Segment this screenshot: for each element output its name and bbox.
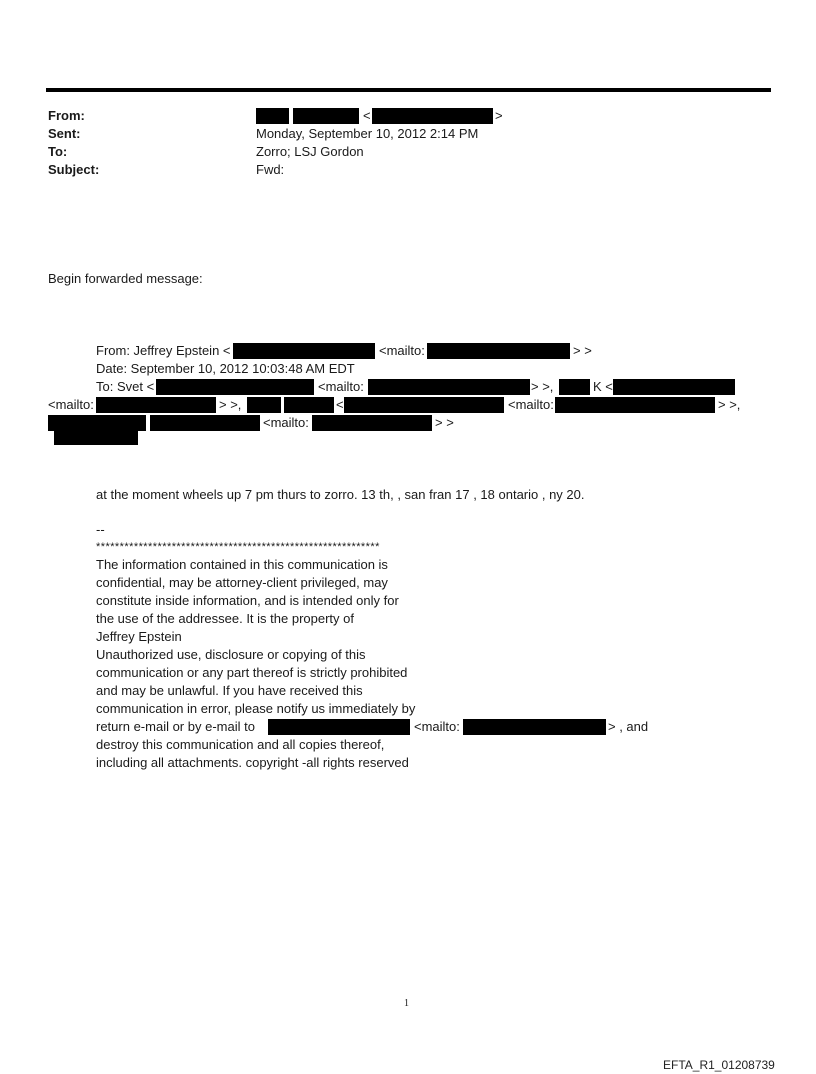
- fwd-date: Date: September 10, 2012 10:03:48 AM EDT: [96, 361, 355, 376]
- disclaimer-line: communication or any part thereof is strictly prohibited: [96, 665, 408, 680]
- mailto-open: <mailto:: [318, 379, 364, 394]
- mailto-close: > >: [573, 343, 592, 358]
- page-number: 1: [404, 998, 409, 1009]
- redaction: [293, 108, 359, 124]
- redaction: [344, 397, 504, 413]
- to-label: To:: [48, 144, 68, 159]
- and-suffix: > , and: [608, 719, 649, 734]
- from-gt: >: [495, 108, 503, 123]
- redaction: [613, 379, 735, 395]
- redaction: [233, 343, 375, 359]
- mailto-close: > >: [435, 415, 454, 430]
- message-text: at the moment wheels up 7 pm thurs to zorro. 13 th, , san fran 17 , 18 ontario , ny 20.: [96, 487, 585, 502]
- redaction: [284, 397, 334, 413]
- mailto-open: <mailto:: [414, 719, 460, 734]
- subject-value: Fwd:: [256, 162, 285, 177]
- from-label: From:: [48, 108, 85, 123]
- sent-label: Sent:: [48, 126, 81, 141]
- redaction: [555, 397, 715, 413]
- mailto-open: <mailto:: [48, 397, 94, 412]
- redaction: [463, 719, 606, 735]
- disclaimer-line: The information contained in this communication is: [96, 557, 388, 572]
- subject-label: Subject:: [48, 162, 100, 177]
- k-lt: K <: [593, 379, 613, 394]
- disclaimer-line: Unauthorized use, disclosure or copying of this: [96, 647, 366, 662]
- redaction: [150, 415, 260, 431]
- signature-stars: ************************************************************: [96, 541, 380, 553]
- mailto-close: > >,: [531, 379, 554, 394]
- mailto-open: <mailto:: [508, 397, 554, 412]
- disclaimer-line: and may be unlawful. If you have received this: [96, 683, 363, 698]
- lt: <: [336, 397, 344, 412]
- mailto-open: <mailto:: [379, 343, 425, 358]
- redaction: [247, 397, 281, 413]
- mailto-close: > >,: [718, 397, 741, 412]
- mailto-open: <mailto:: [263, 415, 309, 430]
- fwd-from-prefix: From: Jeffrey Epstein <: [96, 343, 231, 358]
- redaction: [96, 397, 216, 413]
- fwd-to-prefix: To: Svet <: [96, 379, 155, 394]
- disclaimer-line: constitute inside information, and is intended only for: [96, 593, 399, 608]
- disclaimer-line: Jeffrey Epstein: [96, 629, 182, 644]
- forward-intro: Begin forwarded message:: [48, 271, 203, 286]
- redaction: [54, 431, 138, 445]
- mailto-close: > >,: [219, 397, 242, 412]
- disclaimer-line: the use of the addressee. It is the property of: [96, 611, 354, 626]
- redaction: [372, 108, 493, 124]
- from-lt: <: [363, 108, 371, 123]
- disclaimer-line: destroy this communication and all copies thereof,: [96, 737, 385, 752]
- redaction: [268, 719, 410, 735]
- disclaimer-line: including all attachments. copyright -all rights reserved: [96, 755, 409, 770]
- signature-dash: --: [96, 522, 105, 537]
- redaction: [48, 415, 146, 431]
- redaction: [559, 379, 590, 395]
- sent-value: Monday, September 10, 2012 2:14 PM: [256, 126, 479, 141]
- redaction: [427, 343, 570, 359]
- disclaimer-line: return e-mail or by e-mail to: [96, 719, 255, 734]
- redaction: [156, 379, 314, 395]
- redaction: [312, 415, 432, 431]
- redaction: [256, 108, 289, 124]
- redaction: [368, 379, 530, 395]
- document-id: EFTA_R1_01208739: [663, 1058, 775, 1072]
- disclaimer-line: communication in error, please notify us immediately by: [96, 701, 416, 716]
- header-rule: [46, 88, 771, 92]
- disclaimer-line: confidential, may be attorney-client privileged, may: [96, 575, 388, 590]
- to-value: Zorro; LSJ Gordon: [256, 144, 364, 159]
